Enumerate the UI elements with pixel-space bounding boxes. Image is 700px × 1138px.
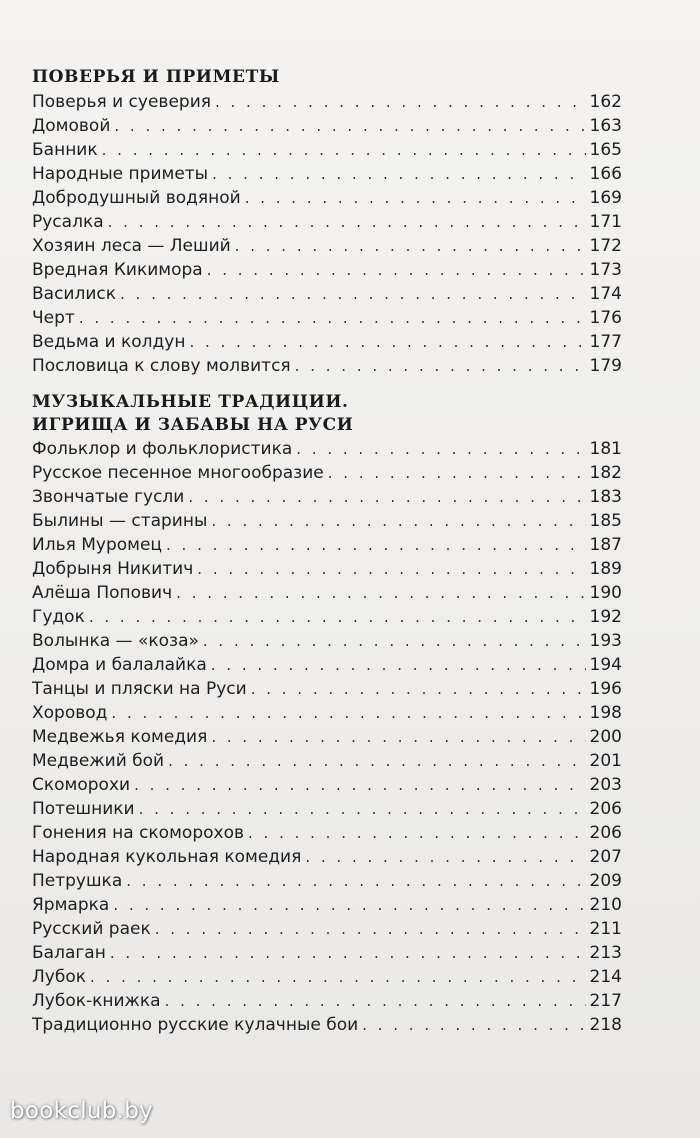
toc-entry-title: Пословица к слову молвится <box>32 356 291 376</box>
toc-entry <box>32 725 622 749</box>
dot-leader <box>79 306 586 330</box>
toc-entry <box>32 965 622 989</box>
toc-entry-title: Балаган <box>32 943 106 963</box>
toc-entry-title: Народные приметы <box>32 164 209 184</box>
toc-entry <box>32 557 622 581</box>
toc-entry-page-number: 196 <box>589 679 622 699</box>
toc-entry <box>32 90 622 114</box>
toc-entry <box>32 485 622 509</box>
toc-entry-page-number: 206 <box>589 823 622 843</box>
toc-entry-title: Лубок <box>32 967 86 987</box>
toc-entry-title: Вредная Кикимора <box>32 260 203 280</box>
toc-entry <box>32 234 622 258</box>
toc-entry-page-number: 207 <box>589 847 622 867</box>
toc-entry-title: Добрыня Никитич <box>32 559 194 579</box>
dot-leader <box>295 354 586 378</box>
toc-entry <box>32 114 622 138</box>
toc-entry-page-number: 171 <box>589 212 622 232</box>
toc-entry <box>32 989 622 1013</box>
dot-leader <box>110 941 586 965</box>
toc-entry-page-number: 166 <box>589 164 622 184</box>
toc-entry <box>32 845 622 869</box>
toc-entry <box>32 186 622 210</box>
toc-entry <box>32 893 622 917</box>
toc-entry-title: Лубок-книжка <box>32 991 161 1011</box>
dot-leader <box>134 773 585 797</box>
toc-entry-page-number: 177 <box>589 332 622 352</box>
toc-entry <box>32 773 622 797</box>
toc-entry-title: Русское песенное многообразие <box>32 463 324 483</box>
toc-entry <box>32 677 622 701</box>
toc-entry-title: Танцы и пляски на Руси <box>32 679 247 699</box>
section-entries <box>32 90 622 378</box>
toc-entry <box>32 533 622 557</box>
toc-entry-title: Потешники <box>32 799 135 819</box>
toc-entry-title: Домра и балалайка <box>32 655 207 675</box>
toc-entry-title: Фольклор и фольклористика <box>32 439 293 459</box>
toc-entry-title: Банник <box>32 140 98 160</box>
toc-entry <box>32 605 622 629</box>
toc-entry <box>32 162 622 186</box>
dot-leader <box>176 581 585 605</box>
dot-leader <box>296 437 585 461</box>
toc-entry <box>32 210 622 234</box>
dot-leader <box>89 605 586 629</box>
toc-entry-title: Русалка <box>32 212 104 232</box>
toc-entry <box>32 653 622 677</box>
toc-entry-page-number: 185 <box>589 511 622 531</box>
toc-entry-title: Русский раек <box>32 919 151 939</box>
dot-leader <box>203 629 586 653</box>
dot-leader <box>212 162 585 186</box>
toc-entry-page-number: 210 <box>589 895 622 915</box>
toc-entry <box>32 869 622 893</box>
toc-entry-page-number: 200 <box>589 727 622 747</box>
dot-leader <box>211 653 586 677</box>
dot-leader <box>114 114 585 138</box>
toc-entry-page-number: 194 <box>589 655 622 675</box>
dot-leader <box>90 965 586 989</box>
toc-section-music <box>32 391 622 1037</box>
section-heading-line: ИГРИЩА И ЗАБАВЫ НА РУСИ <box>32 415 354 435</box>
toc-entry-title: Илья Муромец <box>32 535 163 555</box>
dot-leader <box>188 485 585 509</box>
toc-entry <box>32 258 622 282</box>
dot-leader <box>102 138 586 162</box>
toc-entry <box>32 581 622 605</box>
dot-leader <box>113 893 585 917</box>
toc-entry-title: Черт <box>32 308 75 328</box>
toc-entry-page-number: 174 <box>589 284 622 304</box>
dot-leader <box>197 557 585 581</box>
toc-entry <box>32 306 622 330</box>
toc-entry <box>32 461 622 485</box>
toc-entry-page-number: 211 <box>589 919 622 939</box>
toc-entry-title: Поверья и суеверия <box>32 92 211 112</box>
toc-entry-title: Петрушка <box>32 871 123 891</box>
toc-entry-page-number: 218 <box>589 1015 622 1035</box>
toc-entry-page-number: 173 <box>589 260 622 280</box>
dot-leader <box>207 258 586 282</box>
dot-leader <box>245 186 586 210</box>
toc-entry-page-number: 198 <box>589 703 622 723</box>
toc-entry-page-number: 182 <box>589 463 622 483</box>
table-of-contents <box>32 66 622 1037</box>
toc-entry <box>32 941 622 965</box>
dot-leader <box>139 797 586 821</box>
toc-entry-page-number: 217 <box>589 991 622 1011</box>
toc-entry-title: Звончатые гусли <box>32 487 185 507</box>
dot-leader <box>248 821 586 845</box>
toc-entry-page-number: 172 <box>589 236 622 256</box>
dot-leader <box>111 701 585 725</box>
toc-entry-title: Василиск <box>32 284 117 304</box>
toc-entry-page-number: 206 <box>589 799 622 819</box>
toc-entry-title: Ярмарка <box>32 895 110 915</box>
toc-entry-title: Хоровод <box>32 703 108 723</box>
toc-entry-page-number: 162 <box>589 92 622 112</box>
section-entries <box>32 437 622 1037</box>
dot-leader <box>235 234 586 258</box>
toc-entry-title: Добродушный водяной <box>32 188 241 208</box>
toc-entry-page-number: 213 <box>589 943 622 963</box>
toc-entry-page-number: 193 <box>589 631 622 651</box>
dot-leader <box>328 461 586 485</box>
site-watermark: bookclub.by <box>10 1098 154 1124</box>
dot-leader <box>362 1013 585 1037</box>
toc-entry <box>32 509 622 533</box>
toc-entry-title: Былины — старины <box>32 511 208 531</box>
dot-leader <box>215 90 586 114</box>
toc-entry-page-number: 179 <box>589 356 622 376</box>
dot-leader <box>155 917 586 941</box>
toc-entry <box>32 797 622 821</box>
toc-entry-title: Медвежий бой <box>32 751 165 771</box>
dot-leader <box>108 210 586 234</box>
toc-entry <box>32 917 622 941</box>
toc-entry-page-number: 214 <box>589 967 622 987</box>
dot-leader <box>165 989 586 1013</box>
dot-leader <box>305 845 585 869</box>
toc-entry-page-number: 203 <box>589 775 622 795</box>
toc-entry-page-number: 201 <box>589 751 622 771</box>
toc-entry <box>32 629 622 653</box>
toc-entry-title: Народная кукольная комедия <box>32 847 302 867</box>
toc-entry-title: Ведьма и колдун <box>32 332 186 352</box>
toc-entry-title: Домовой <box>32 116 111 136</box>
toc-entry-page-number: 169 <box>589 188 622 208</box>
toc-entry <box>32 282 622 306</box>
toc-entry <box>32 749 622 773</box>
toc-entry <box>32 330 622 354</box>
toc-entry <box>32 1013 622 1037</box>
toc-entry-page-number: 192 <box>589 607 622 627</box>
section-heading <box>32 66 622 89</box>
section-heading-line: ПОВЕРЬЯ И ПРИМЕТЫ <box>32 67 280 87</box>
toc-entry-page-number: 209 <box>589 871 622 891</box>
toc-entry-page-number: 190 <box>589 583 622 603</box>
toc-section-beliefs <box>32 66 622 378</box>
toc-entry-title: Хозяин леса — Леший <box>32 236 231 256</box>
dot-leader <box>211 725 585 749</box>
toc-entry <box>32 701 622 725</box>
section-heading-line: МУЗЫКАЛЬНЫЕ ТРАДИЦИИ. <box>32 392 349 412</box>
toc-entry-page-number: 163 <box>589 116 622 136</box>
dot-leader <box>120 282 586 306</box>
dot-leader <box>168 749 585 773</box>
toc-entry <box>32 354 622 378</box>
toc-entry-page-number: 189 <box>589 559 622 579</box>
dot-leader <box>126 869 585 893</box>
toc-entry <box>32 437 622 461</box>
toc-entry-page-number: 183 <box>589 487 622 507</box>
toc-entry-title: Медвежья комедия <box>32 727 208 747</box>
dot-leader <box>251 677 586 701</box>
toc-entry-title: Скоморохи <box>32 775 131 795</box>
toc-entry-title: Гудок <box>32 607 85 627</box>
toc-entry-page-number: 176 <box>589 308 622 328</box>
dot-leader <box>166 533 586 557</box>
toc-entry-page-number: 165 <box>589 140 622 160</box>
section-heading <box>32 391 622 437</box>
dot-leader <box>211 509 585 533</box>
toc-entry <box>32 138 622 162</box>
toc-entry-title: Волынка — «коза» <box>32 631 199 651</box>
toc-entry-title: Гонения на скоморохов <box>32 823 244 843</box>
toc-entry-title: Алёша Попович <box>32 583 173 603</box>
dot-leader <box>189 330 585 354</box>
toc-entry-title: Традиционно русские кулачные бои <box>32 1015 359 1035</box>
toc-entry <box>32 821 622 845</box>
toc-entry-page-number: 181 <box>589 439 622 459</box>
toc-entry-page-number: 187 <box>589 535 622 555</box>
